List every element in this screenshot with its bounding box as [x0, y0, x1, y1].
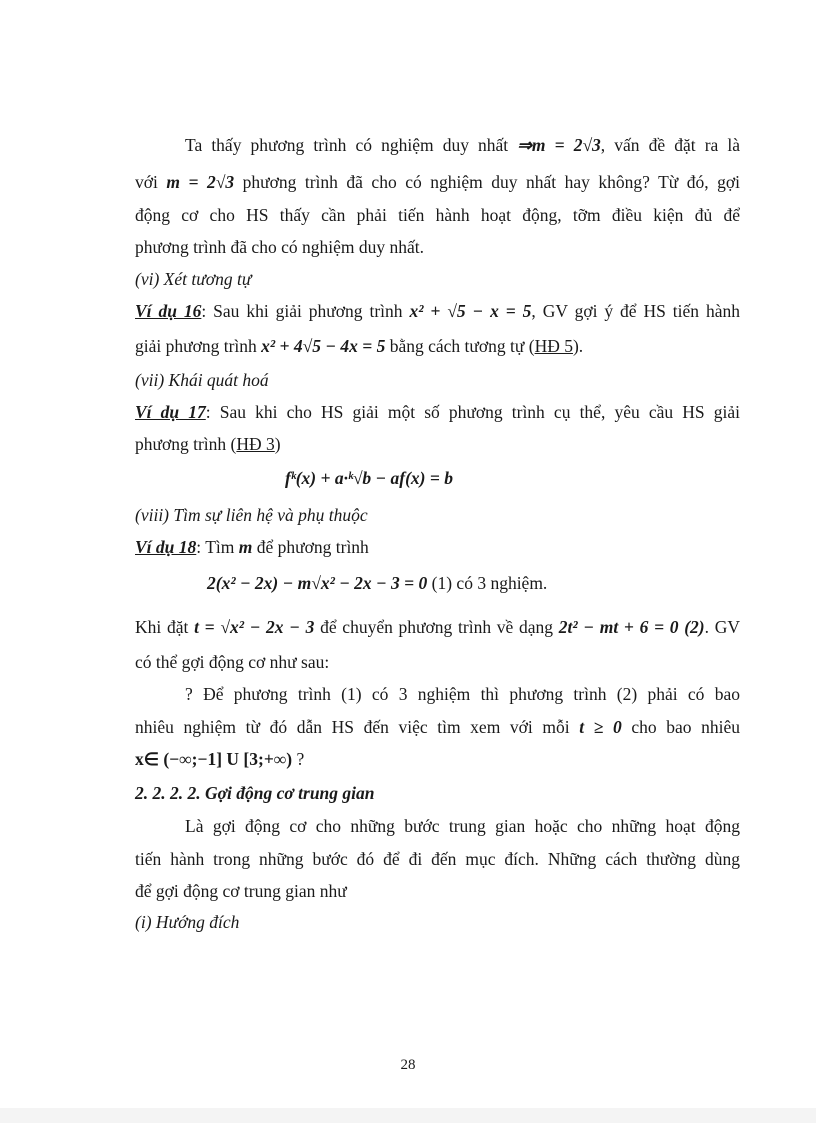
- subheading-relation: (viii) Tìm sự liên hệ và phụ thuộc: [135, 505, 368, 525]
- activity-reference: HĐ 5: [534, 336, 573, 356]
- math-expression: m = 2√3: [166, 172, 235, 192]
- page-number: 28: [400, 1057, 416, 1073]
- paragraph-line: nhiêu nghiệm từ đó dẫn HS đến việc tìm xem với mỗi t ≥ 0 cho bao nhiêu: [135, 717, 741, 737]
- paragraph-line: để gợi động cơ trung gian như: [135, 881, 347, 901]
- paragraph-line: ? Để phương trình (1) có 3 nghiệm thì phương trình (2) phải có bao: [185, 684, 740, 704]
- subheading-similar: (vi) Xét tương tự: [135, 269, 252, 289]
- subheading-goal: (i) Hướng đích: [135, 912, 240, 932]
- subheading-generalize: (vii) Khái quát hoá: [135, 370, 269, 390]
- math-expression: ⇒m = 2√3: [517, 135, 601, 155]
- paragraph-line: Ta thấy phương trình có nghiệm duy nhất ⇒m = 2√3, vấn đề đặt ra là: [185, 135, 741, 155]
- paragraph-line: phương trình đã cho có nghiệm duy nhất.: [135, 237, 424, 257]
- paragraph-line: có thể gợi động cơ như sau:: [135, 652, 330, 672]
- math-expression: x∈ (−∞;−1] U [3;+∞): [135, 749, 293, 769]
- math-variable: m: [238, 537, 253, 557]
- paragraph-line: tiến hành trong những bước đó để đi đến mục đích. Những cách thường dùng: [135, 849, 740, 869]
- page-bottom-strip: [0, 1108, 816, 1123]
- paragraph-line: với m = 2√3 phương trình đã cho có nghiệm duy nhất hay không? Từ đó, gợi: [135, 172, 741, 192]
- display-equation: fᵏ(x) + a·ᵏ√b − af(x) = b: [285, 468, 453, 488]
- example-label: Ví dụ 16: [135, 301, 202, 321]
- paragraph-line: giải phương trình x² + 4√5 − 4x = 5 bằng cách tương tự (HĐ 5).: [135, 336, 584, 356]
- display-equation: 2(x² − 2x) − m√x² − 2x − 3 = 0 (1) có 3 nghiệm.: [207, 573, 548, 593]
- paragraph-line: động cơ cho HS thấy cần phải tiến hành hoạt động, tỡm điều kiện đủ để: [135, 205, 740, 225]
- math-expression: 2t² − mt + 6 = 0 (2): [558, 617, 705, 637]
- paragraph-line: Là gợi động cơ cho những bước trung gian hoặc cho những hoạt động: [185, 816, 740, 836]
- math-expression: x² + √5 − x = 5: [409, 301, 532, 321]
- paragraph-line: phương trình (HĐ 3): [135, 434, 281, 454]
- example-18-line: Ví dụ 18: Tìm m để phương trình: [135, 537, 369, 557]
- example-label: Ví dụ 17: [135, 402, 206, 422]
- example-16-line: Ví dụ 16: Sau khi giải phương trình x² + √5 − x = 5, GV gợi ý để HS tiến hành: [135, 301, 740, 321]
- section-heading: 2. 2. 2. 2. Gợi động cơ trung gian: [135, 783, 375, 803]
- example-label: Ví dụ 18: [135, 537, 197, 557]
- math-expression: x² + 4√5 − 4x = 5: [261, 336, 386, 356]
- math-expression: t = √x² − 2x − 3: [194, 617, 315, 637]
- paragraph-line: x∈ (−∞;−1] U [3;+∞) ?: [135, 749, 305, 769]
- activity-reference: HĐ 3: [236, 434, 275, 454]
- paragraph-line: Khi đặt t = √x² − 2x − 3 để chuyển phương trình về dạng 2t² − mt + 6 = 0 (2). GV: [135, 617, 741, 637]
- example-17-line: Ví dụ 17: Sau khi cho HS giải một số phương trình cụ thể, yêu cầu HS giải: [135, 402, 740, 422]
- math-expression: t ≥ 0: [579, 717, 622, 737]
